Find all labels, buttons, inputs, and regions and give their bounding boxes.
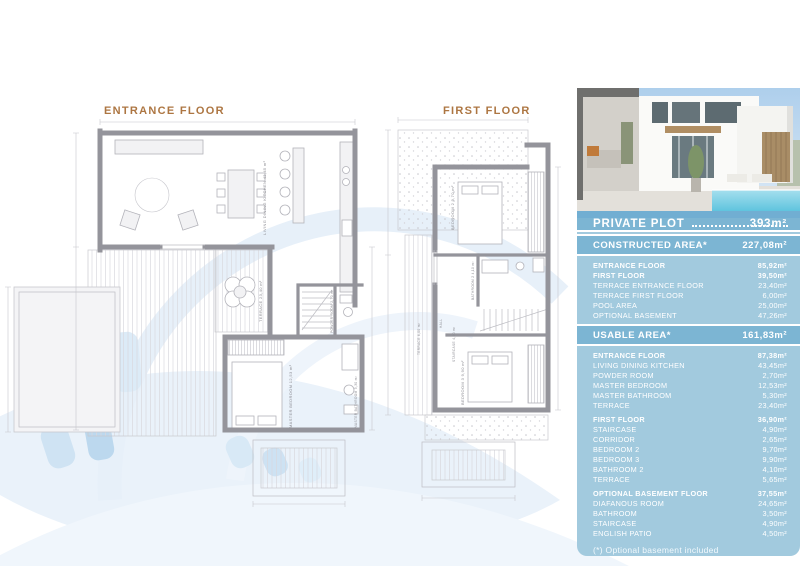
powder-room-label: POWDER ROOM 2,70 m² bbox=[330, 289, 334, 333]
row-label: POWDER ROOM bbox=[593, 370, 654, 380]
table-row bbox=[577, 300, 800, 310]
table-row bbox=[577, 474, 800, 484]
row-value: 9,70m² bbox=[762, 444, 787, 454]
dotted-divider bbox=[692, 225, 788, 227]
section-band bbox=[577, 234, 800, 256]
row-label: MASTER BEDROOM bbox=[593, 380, 668, 390]
row-group bbox=[577, 488, 800, 538]
row-label: TERRACE FIRST FLOOR bbox=[593, 290, 684, 300]
sofa bbox=[115, 140, 203, 154]
row-label: FIRST FLOOR bbox=[593, 270, 645, 280]
area-summary-panel bbox=[577, 211, 800, 556]
basement-footnote: (*) Optional basement included bbox=[593, 545, 719, 555]
row-label: DIAFANOUS ROOM bbox=[593, 498, 665, 508]
table-row bbox=[577, 498, 800, 508]
row-value: 4,10m² bbox=[762, 464, 787, 474]
kitchen-island bbox=[293, 148, 304, 223]
table-row bbox=[577, 518, 800, 528]
row-value: 24,65m² bbox=[758, 498, 787, 508]
villa-render-photo bbox=[577, 88, 800, 211]
living-room-label: LIVING DINING KITCHEN 43,45 m² bbox=[262, 160, 267, 235]
entrance-floor-title: ENTRANCE FLOOR bbox=[104, 105, 225, 117]
table-row bbox=[577, 444, 800, 454]
section-label: USABLE AREA* bbox=[593, 329, 671, 341]
row-group bbox=[577, 350, 800, 410]
row-value: 4,90m² bbox=[762, 424, 787, 434]
row-label: CORRIDOR bbox=[593, 434, 636, 444]
section-band bbox=[577, 324, 800, 346]
row-label: FIRST FLOOR bbox=[593, 414, 645, 424]
row-value: 23,40m² bbox=[758, 400, 787, 410]
row-label: STAIRCASE bbox=[593, 424, 637, 434]
row-label: BEDROOM 3 bbox=[593, 454, 640, 464]
table-row bbox=[577, 464, 800, 474]
staircase bbox=[480, 309, 548, 331]
row-label: POOL AREA bbox=[593, 300, 638, 310]
table-row bbox=[577, 350, 800, 360]
row-label: OPTIONAL BASEMENT bbox=[593, 310, 677, 320]
row-value: 3,50m² bbox=[762, 508, 787, 518]
private-plot-value: 393m² bbox=[749, 218, 787, 230]
table-row bbox=[577, 400, 800, 410]
row-value: 5,30m² bbox=[762, 390, 787, 400]
row-value: 36,90m² bbox=[757, 414, 787, 424]
section-value: 161,83m² bbox=[742, 329, 787, 341]
row-value: 87,38m² bbox=[757, 350, 787, 360]
row-value: 37,55m² bbox=[757, 488, 787, 498]
row-value: 12,53m² bbox=[758, 380, 787, 390]
table-row bbox=[577, 508, 800, 518]
first-floor-plan bbox=[380, 100, 575, 520]
row-label: BATHROOM bbox=[593, 508, 638, 518]
bedroom3-label: BEDROOM 3 9,90 m² bbox=[460, 360, 465, 405]
master-bedroom-label: MASTER BEDROOM 12,53 m² bbox=[288, 364, 293, 428]
table-row bbox=[577, 360, 800, 370]
row-label: ENGLISH PATIO bbox=[593, 528, 652, 538]
table-row bbox=[577, 310, 800, 320]
staircase-label: STAIRCASE 4,90 m² bbox=[452, 326, 456, 362]
staircase bbox=[302, 290, 332, 330]
row-label: BATHROOM 2 bbox=[593, 464, 644, 474]
private-plot-band bbox=[577, 218, 800, 232]
row-label: TERRACE ENTRANCE FLOOR bbox=[593, 280, 704, 290]
table-row bbox=[577, 370, 800, 380]
row-value: 6,00m² bbox=[762, 290, 787, 300]
row-label: ENTRANCE FLOOR bbox=[593, 260, 666, 270]
table-row bbox=[577, 390, 800, 400]
dining-table bbox=[228, 170, 254, 218]
row-label: STAIRCASE bbox=[593, 518, 637, 528]
table-row bbox=[577, 454, 800, 464]
bedroom2-label: BEDROOM 2 9,70 m² bbox=[450, 185, 455, 230]
row-value: 23,40m² bbox=[758, 280, 787, 290]
row-value: 43,45m² bbox=[758, 360, 787, 370]
row-label: TERRACE bbox=[593, 400, 630, 410]
row-group bbox=[577, 414, 800, 484]
table-row bbox=[577, 414, 800, 424]
bathroom2-label: BATHROOM 2 4,10 m² bbox=[471, 261, 475, 300]
row-value: 85,92m² bbox=[757, 260, 787, 270]
first-terrace-label: TERRACE 6,00 m² bbox=[417, 322, 421, 355]
row-label: MASTER BATHROOM bbox=[593, 390, 672, 400]
table-row bbox=[577, 290, 800, 300]
row-group bbox=[577, 260, 800, 320]
table-row bbox=[577, 270, 800, 280]
row-label: OPTIONAL BASEMENT FLOOR bbox=[593, 488, 709, 498]
row-label: TERRACE bbox=[593, 474, 630, 484]
private-plot-label: PRIVATE PLOT bbox=[593, 218, 685, 230]
row-value: 2,70m² bbox=[762, 370, 787, 380]
row-value: 5,65m² bbox=[762, 474, 787, 484]
terrace-label: TERRACE 23,40 m² bbox=[258, 280, 263, 322]
table-row bbox=[577, 488, 800, 498]
table-row bbox=[577, 280, 800, 290]
kitchen-counter bbox=[340, 142, 353, 292]
row-value: 4,90m² bbox=[762, 518, 787, 528]
row-value: 25,00m² bbox=[758, 300, 787, 310]
first-floor-title: FIRST FLOOR bbox=[443, 105, 531, 117]
pool bbox=[14, 287, 120, 432]
row-label: BEDROOM 2 bbox=[593, 444, 640, 454]
row-value: 2,65m² bbox=[762, 434, 787, 444]
master-bathroom-label: MASTER BATHROOM 5,30 m² bbox=[354, 375, 358, 428]
table-row bbox=[577, 424, 800, 434]
table-row bbox=[577, 380, 800, 390]
section-label: CONSTRUCTED AREA* bbox=[593, 239, 708, 251]
row-value: 47,26m² bbox=[758, 310, 787, 320]
row-label: LIVING DINING KITCHEN bbox=[593, 360, 685, 370]
row-value: 4,50m² bbox=[762, 528, 787, 538]
row-value: 39,50m² bbox=[757, 270, 787, 280]
row-label: ENTRANCE FLOOR bbox=[593, 350, 666, 360]
closet bbox=[228, 340, 284, 355]
hall-label: HALL bbox=[439, 318, 443, 328]
row-value: 9,90m² bbox=[762, 454, 787, 464]
table-row bbox=[577, 260, 800, 270]
table-row bbox=[577, 434, 800, 444]
entrance-floor-plan bbox=[0, 100, 380, 520]
section-value: 227,08m² bbox=[742, 239, 787, 251]
panel-table-body bbox=[577, 232, 800, 540]
table-row bbox=[577, 528, 800, 538]
